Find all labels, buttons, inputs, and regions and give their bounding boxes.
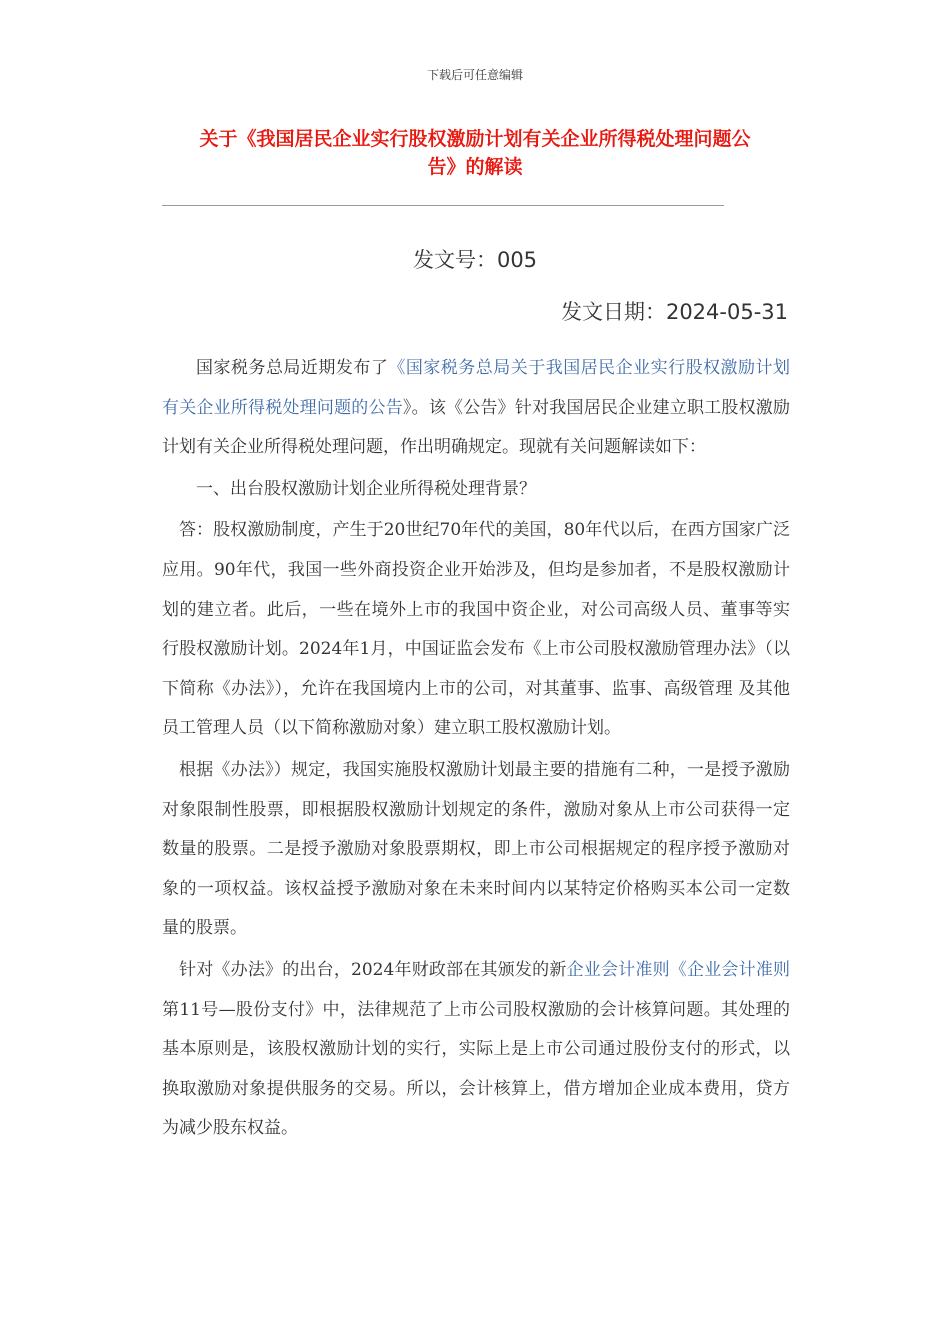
measures-paragraph: 根据《办法》）规定，我国实施股权激励计划最主要的措施有二种，一是授予激励对象限制性股票，即根据股权激励计划规定的条件，激励对象从上市公司获得一定数量的股票。二是授予激励对象股票期权，即上市公司根据规定的程序授予激励对象的一项权益。该权益授予激励对象在未来时间内以某特定价格购买本公司一定数量的股票。: [162, 759, 790, 939]
title-divider: [162, 205, 724, 206]
announcement-link[interactable]: 《国家税务总局关于我国居民企业实行股权激励计划有关企业所得税处理问题的公告: [162, 358, 791, 418]
title-line-1: 关于《我国居民企业实行股权激励计划有关企业所得税处理问题公: [199, 128, 751, 150]
accounting-standards-link[interactable]: 企业会计准则: [566, 959, 670, 980]
accounting-text-after: 第11号—股份支付》中，法律规范了上市公司股权激励的会计核算问题。其处理的基本原则是，该股权激励计划的实行，实际上是上市公司通过股份支付的形式，以换取激励对象提供服务的交易。所以，会计核算上，借方增加企业成本费用，贷方为减少股东权益。: [162, 999, 790, 1139]
accounting-paragraph: [162, 951, 790, 1149]
document-body: [162, 349, 790, 1149]
intro-text-after: 》。该《公告》针对我国居民企业建立职工股权激励计划有关企业所得税处理问题，作出明确规定。现就有关问题解读如下：: [162, 397, 791, 458]
answer-paragraph: 答：股权激励制度，产生于20世纪70年代的美国，80年代以后，在西方国家广泛应用。90年代，我国一些外商投资企业开始涉及，但均是参加者，不是股权激励计划的建立者。此后，一些在境外上市的我国中资企业，对公司高级人员、董事等实行股权激励计划。2024年1月，中国证监会发布《上市公司股权激励管理办法》（以下简称《办法》），允许在我国境内上市的公司，对其董事、监事、高级管理 及其他员工管理人员（以下简称激励对象）建立职工股权激励计划。: [162, 520, 790, 739]
intro-paragraph: [162, 349, 790, 468]
accounting-text-before: 针对《办法》的出台，2024年财政部在其颁发的新: [179, 959, 567, 980]
title-line-2: 告》的解读: [427, 156, 523, 178]
document-title: [162, 125, 788, 181]
download-note: 下载后可任意编辑: [426, 68, 523, 82]
question-heading: 一、出台股权激励计划企业所得税处理背景？: [196, 478, 536, 499]
document-number: 发文号：005: [412, 248, 538, 272]
intro-text-before: 国家税务总局近期发布了: [196, 358, 389, 378]
document-date: 发文日期：2024-05-31: [560, 300, 788, 324]
accounting-standard-11-link[interactable]: 《企业会计准则: [669, 959, 791, 980]
